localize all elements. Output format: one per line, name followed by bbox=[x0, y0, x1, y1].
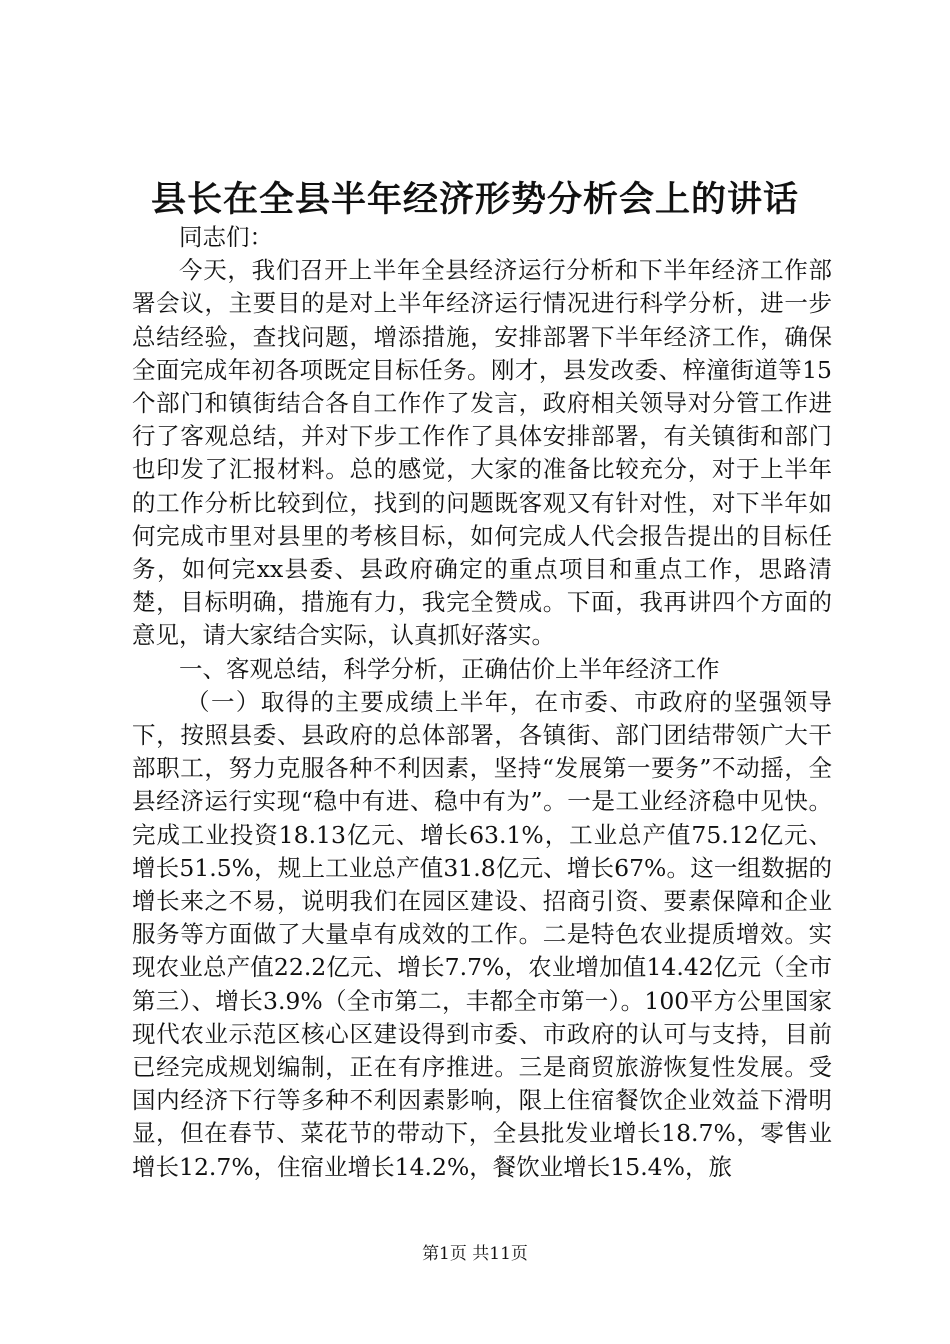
page-footer: 第1页 共11页 bbox=[422, 1244, 528, 1264]
section-heading: 一、客观总结，科学分析，正确估价上半年经济工作 bbox=[179, 654, 720, 683]
document-title: 县长在全县半年经济形势分析会上的讲话 bbox=[150, 179, 799, 220]
salutation-paragraph: 同志们： bbox=[179, 223, 273, 251]
intro-paragraph: 今天，我们召开上半年全县经济运行分析和下半年经济工作部署会议，主要目的是对上半年经济运行情况进行科学分析，进一步总结经验，查找问题，增添措施，安排部署下半年经济工作，确保全面完成年初各项既定目标任务。刚才，县发改委、梓潼街道等15个部门和镇街结合各自工作作了发言，政府相关领导对分管工作进行了客观总结，并对下步工作作了具体安排部署，有关镇街和部门也印发了汇报材料。总的感觉，大家的准备比较充分，对于上半年的工作分析比较到位，找到的问题既客观又有针对性，对下半年如何完成市里对县里的考核目标，如何完成人代会报告提出的目标任务，如何完xx县委、县政府确定的重点项目和重点工作，思路清楚，目标明确，措施有力，我完全赞成。下面，我再讲四个方面的意见，请大家结合实际，认真抓好落实。 bbox=[132, 256, 832, 650]
achievements-paragraph: （一）取得的主要成绩上半年，在市委、市政府的坚强领导下，按照县委、县政府的总体部署，各镇街、部门团结带领广大干部职工，努力克服各种不利因素，坚持“发展第一要务”不动摇，全县经济运行实现“稳中有进、稳中有为”。一是工业经济稳中见快。完成工业投资18.13亿元、增长63.1%，工业总产值75.12亿元、增长51.5%，规上工业总产值31.8亿元、增长67%。这一组数据的增长来之不易，说明我们在园区建设、招商引资、要素保障和企业服务等方面做了大量卓有成效的工作。二是特色农业提质增效。实现农业总产值22.2亿元、增长7.7%，农业增加值14.42亿元（全市第三）、增长3.9%（全市第二，丰都全市第一）。100平方公里国家现代农业示范区核心区建设得到市委、市政府的认可与支持，目前已经完成规划编制，正在有序推进。三是商贸旅游恢复性发展。受国内经济下行等多种不利因素影响，限上住宿餐饮企业效益下滑明显，但在春节、菜花节的带动下，全县批发业增长18.7%，零售业增长12.7%，住宿业增长14.2%，餐饮业增长15.4%，旅 bbox=[132, 687, 832, 1181]
document-body bbox=[132, 221, 832, 1184]
